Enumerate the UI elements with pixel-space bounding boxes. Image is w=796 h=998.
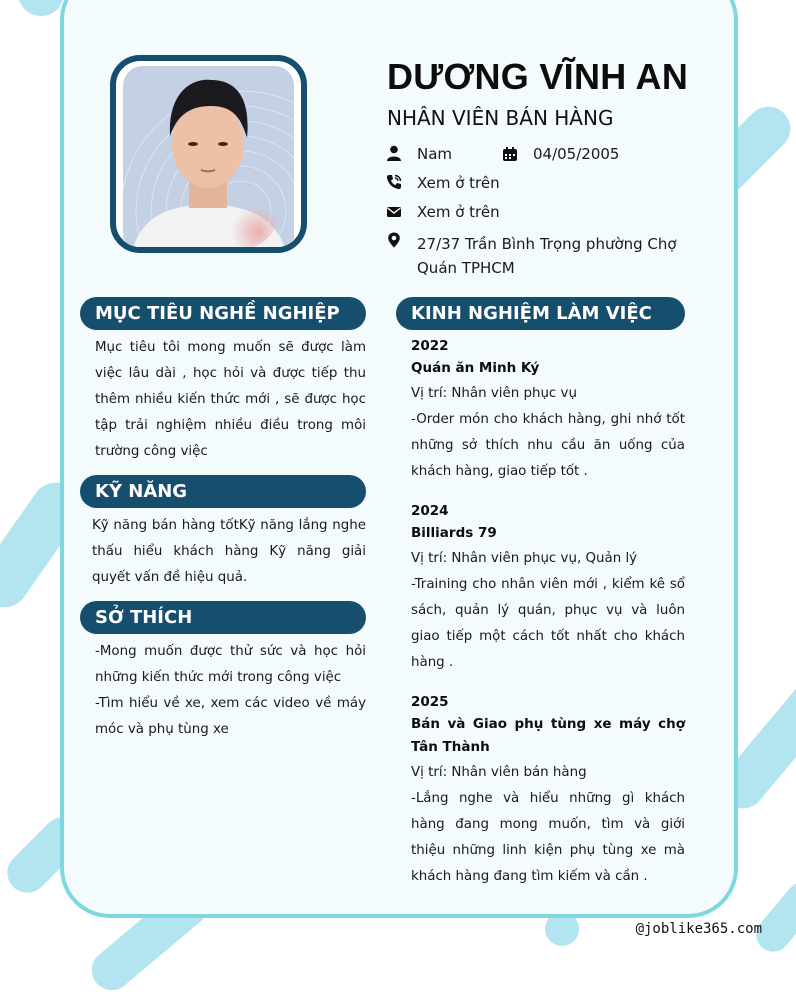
avatar <box>123 66 294 248</box>
avatar-frame <box>110 55 307 253</box>
location-pin-icon <box>386 232 402 248</box>
experience-position: Vị trí: Nhân viên bán hàng <box>411 765 587 780</box>
phone-value: Xem ở trên <box>417 174 500 192</box>
hobby-item: -Tìm hiểu về xe, xem các video về máy móc và phụ tùng xe <box>95 696 366 737</box>
experience-position: Vị trí: Nhân viên phục vụ <box>411 386 577 401</box>
experience-year: 2024 <box>411 503 449 519</box>
user-icon <box>386 145 402 161</box>
experience-year: 2022 <box>411 338 449 354</box>
experience-year: 2025 <box>411 694 449 710</box>
decor-stripe <box>749 875 796 958</box>
experience-position: Vị trí: Nhân viên phục vụ, Quản lý <box>411 551 638 566</box>
job-title: NHÂN VIÊN BÁN HÀNG <box>387 106 614 130</box>
objective-heading: MỤC TIÊU NGHỀ NGHIỆP <box>80 297 366 330</box>
experience-description: -Order món cho khách hàng, ghi nhớ tốt những sở thích nhu cầu ăn uống của khách hàng, giao tiếp tốt . <box>411 412 685 479</box>
phone-icon <box>386 174 402 190</box>
experience-company: Quán ăn Minh Ký <box>411 360 540 376</box>
hobbies-heading: SỞ THÍCH <box>80 601 366 634</box>
address-value: 27/37 Trần Bình Trọng phường Chợ Quán TPHCM <box>417 235 677 277</box>
experience-description: -Training cho nhân viên mới , kiểm kê sổ sách, quản lý quán, phục vụ và luôn giao tiếp một cách tốt nhất cho khách hàng . <box>411 577 685 670</box>
experience-heading: KINH NGHIỆM LÀM VIỆC <box>396 297 685 330</box>
skills-heading: KỸ NĂNG <box>80 475 366 508</box>
watermark: @joblike365.com <box>635 921 762 937</box>
experience-description: -Lắng nghe và hiểu những gì khách hàng đang mong muốn, tìm và giới thiệu những linh kiện phụ tùng xe mà khách hàng đang tìm kiếm và cần . <box>411 791 685 884</box>
email-value: Xem ở trên <box>417 203 500 221</box>
objective-text: Mục tiêu tôi mong muốn sẽ được làm việc lâu dài , học hỏi và được tiếp thu thêm nhiều kiến thức mới , sẽ được học tập trải nghiệm nhiều điều trong môi trường công việc <box>95 340 366 459</box>
birthday-value: 04/05/2005 <box>533 145 620 163</box>
gender-value: Nam <box>417 145 453 163</box>
experience-company: Bán và Giao phụ tùng xe máy chợ Tân Thành <box>411 716 685 755</box>
envelope-icon <box>386 204 402 220</box>
skills-text: Kỹ năng bán hàng tốtKỹ năng lắng nghe thấu hiểu khách hàng Kỹ năng giải quyết vấn đề hiệu quả. <box>92 518 366 585</box>
decor-stripe <box>18 0 64 16</box>
candidate-name: DƯƠNG VĨNH AN <box>387 56 689 97</box>
experience-company: Billiards 79 <box>411 525 497 541</box>
hobby-item: -Mong muốn được thử sức và học hỏi những kiến thức mới trong công việc <box>95 644 366 685</box>
calendar-icon <box>502 146 518 162</box>
